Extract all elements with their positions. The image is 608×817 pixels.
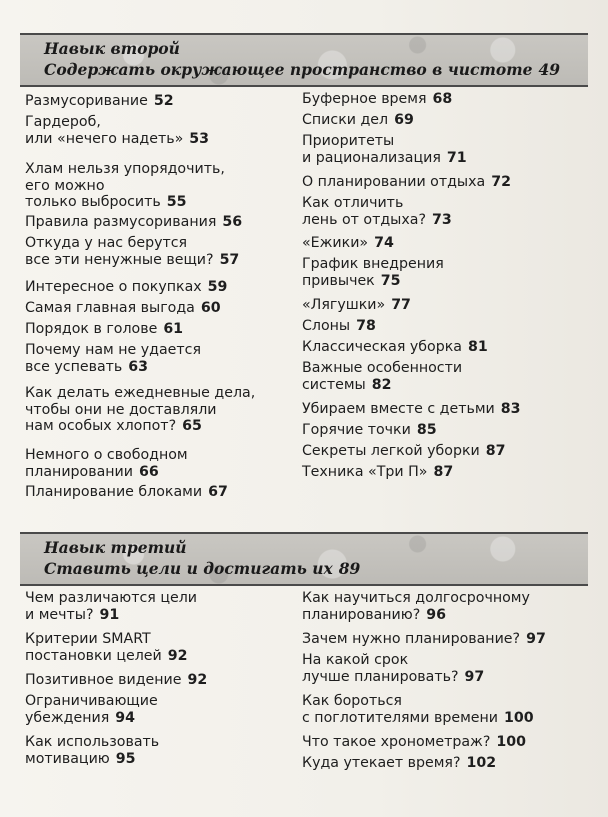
toc-entry-page-number: 55 xyxy=(166,194,187,210)
toc-entry xyxy=(25,161,225,211)
toc-entry-title: Гардероб, xyxy=(25,114,101,130)
toc-entry-page-number: 52 xyxy=(153,93,174,109)
toc-entry-line xyxy=(302,631,546,648)
toc-entry xyxy=(25,484,228,501)
toc-entry-line xyxy=(25,418,255,435)
toc-entry-title: системы xyxy=(302,376,366,393)
toc-entry-title: лень от отдыха? xyxy=(302,211,426,228)
toc-entry-title: Ограничивающие xyxy=(25,693,158,709)
section-subtitle-line xyxy=(44,60,560,79)
toc-entry-line xyxy=(302,133,467,150)
toc-entry xyxy=(302,422,437,439)
toc-entry xyxy=(25,672,207,689)
toc-entry xyxy=(25,321,183,338)
toc-entry xyxy=(25,300,221,317)
toc-entry-line xyxy=(302,669,484,686)
section-subtitle: Ставить цели и достигать их xyxy=(44,559,333,578)
toc-entry-line xyxy=(25,114,209,131)
toc-entry-line xyxy=(302,339,488,356)
toc-entry xyxy=(302,443,506,460)
toc-entry-title: «Лягушки» xyxy=(302,297,386,313)
toc-entry-page-number: 60 xyxy=(200,300,221,316)
toc-entry-title: планированию? xyxy=(302,606,421,623)
section-page-number: 49 xyxy=(538,60,561,79)
toc-entry xyxy=(302,133,467,166)
toc-entry-page-number: 96 xyxy=(426,606,446,623)
toc-entry-page-number: 56 xyxy=(222,214,243,230)
toc-entry-page-number: 83 xyxy=(500,401,521,417)
toc-entry xyxy=(25,447,188,480)
toc-entry-line xyxy=(25,178,225,195)
toc-entry-line xyxy=(302,755,496,772)
toc-entry-title: Куда утекает время? xyxy=(302,755,461,771)
toc-entry-page-number: 53 xyxy=(189,130,210,147)
toc-entry xyxy=(302,235,394,252)
toc-entry-line xyxy=(302,91,452,108)
toc-entry-page-number: 100 xyxy=(504,709,534,726)
toc-entry-line xyxy=(25,484,228,501)
toc-entry-page-number: 81 xyxy=(467,339,488,355)
toc-entry xyxy=(25,342,201,375)
toc-entry-line xyxy=(302,693,534,710)
toc-entry-title: и мечты? xyxy=(25,606,94,623)
toc-entry-title: Интересное о покупках xyxy=(25,279,202,295)
toc-entry-line xyxy=(302,464,453,481)
toc-entry-title: На какой срок xyxy=(302,652,409,668)
toc-entry xyxy=(302,195,452,228)
toc-entry-title: Как делать ежедневные дела, xyxy=(25,385,256,401)
toc-entry-line xyxy=(302,150,467,167)
toc-entry xyxy=(302,91,452,108)
toc-entry-page-number: 97 xyxy=(526,631,546,647)
toc-entry-line xyxy=(302,607,530,624)
toc-entry-title: Как научиться долгосрочному xyxy=(302,590,530,606)
toc-entry-title: Зачем нужно планирование? xyxy=(302,631,521,647)
toc-entry-line xyxy=(25,447,188,464)
toc-entry xyxy=(302,339,488,356)
toc-entry-title: «Ежики» xyxy=(302,235,369,251)
toc-entry xyxy=(302,112,414,129)
toc-entry-title: Убираем вместе с детьми xyxy=(302,401,495,417)
toc-entry xyxy=(25,93,174,110)
toc-entry xyxy=(302,693,534,726)
toc-entry-line xyxy=(25,194,225,211)
toc-entry-page-number: 57 xyxy=(219,251,240,268)
section-banner-skill-two xyxy=(20,33,588,87)
toc-entry-line xyxy=(302,318,376,335)
toc-entry-line xyxy=(25,252,239,269)
toc-entry-line xyxy=(302,590,530,607)
toc-entry xyxy=(302,297,411,314)
toc-entry-title: Правила размусоривания xyxy=(25,214,217,230)
toc-entry-title: Самая главная выгода xyxy=(25,300,195,316)
section-title: Навык второй xyxy=(44,39,180,58)
toc-entry xyxy=(25,590,197,623)
toc-entry-line xyxy=(25,321,183,338)
toc-entry xyxy=(302,590,530,623)
toc-entry-page-number: 66 xyxy=(139,463,159,480)
toc-entry-title: Почему нам не удается xyxy=(25,342,201,358)
toc-entry-title: и рационализация xyxy=(302,149,441,166)
toc-entry-title: его можно xyxy=(25,177,105,194)
toc-entry-title: Порядок в голове xyxy=(25,321,158,337)
toc-entry xyxy=(25,214,242,231)
toc-entry-line xyxy=(302,195,452,212)
section-subtitle-line xyxy=(44,559,360,578)
toc-entry-page-number: 97 xyxy=(464,668,485,685)
toc-entry xyxy=(302,256,444,289)
toc-entry-line xyxy=(25,402,255,419)
toc-entry-page-number: 65 xyxy=(182,418,202,434)
toc-entry-title: Как отличить xyxy=(302,195,404,211)
toc-entry-page-number: 77 xyxy=(391,297,411,313)
toc-entry-page-number: 78 xyxy=(356,318,376,334)
toc-entry-title: Позитивное видение xyxy=(25,672,182,688)
toc-entry xyxy=(25,279,227,296)
toc-entry-title: с поглотителями времени xyxy=(302,709,499,726)
toc-entry-title: Секреты легкой уборки xyxy=(302,443,480,459)
toc-entry-title: Важные особенности xyxy=(302,360,463,376)
toc-entry-line xyxy=(302,174,511,191)
toc-entry-line xyxy=(302,377,462,394)
section-title: Навык третий xyxy=(44,538,187,557)
toc-entry-line xyxy=(25,710,158,727)
toc-entry xyxy=(302,318,376,335)
toc-entry-page-number: 61 xyxy=(163,321,184,337)
toc-entry-line xyxy=(25,672,207,689)
toc-entry-line xyxy=(302,443,506,460)
toc-entry-line xyxy=(25,693,158,710)
toc-entry-page-number: 69 xyxy=(394,112,414,128)
toc-entry-line xyxy=(25,300,221,317)
toc-entry xyxy=(25,693,158,726)
toc-entry-line xyxy=(302,112,414,129)
toc-entry-title: лучше планировать? xyxy=(302,668,459,685)
toc-entry-line xyxy=(25,648,188,665)
toc-entry-line xyxy=(25,235,239,252)
toc-entry-line xyxy=(302,652,484,669)
toc-entry-title: Списки дел xyxy=(302,112,389,128)
toc-entry-title: Немного о свободном xyxy=(25,447,188,463)
toc-entry xyxy=(302,174,511,191)
toc-entry xyxy=(25,385,255,435)
toc-entry-line xyxy=(25,279,227,296)
toc-entry-title: Приоритеты xyxy=(302,133,395,149)
toc-entry xyxy=(25,114,209,147)
toc-entry-title: О планировании отдыха xyxy=(302,174,486,190)
toc-entry-page-number: 82 xyxy=(371,376,392,393)
toc-entry-title: только выбросить xyxy=(25,194,161,210)
toc-entry-title: постановки целей xyxy=(25,647,162,664)
toc-entry-page-number: 92 xyxy=(167,647,188,664)
toc-entry xyxy=(302,734,526,751)
toc-entry-title: Классическая уборка xyxy=(302,339,462,355)
toc-entry-line xyxy=(25,464,188,481)
toc-entry-line xyxy=(302,212,452,229)
toc-entry-title: или «нечего надеть» xyxy=(25,130,184,147)
toc-entry-line xyxy=(25,590,197,607)
toc-entry-line xyxy=(302,710,534,727)
toc-entry-page-number: 95 xyxy=(115,750,136,767)
toc-entry-line xyxy=(25,734,159,751)
section-subtitle: Содержать окружающее пространство в чистоте xyxy=(44,60,533,79)
toc-entry xyxy=(302,401,521,418)
toc-entry-page-number: 91 xyxy=(99,606,120,623)
toc-entry xyxy=(25,631,188,664)
toc-entry-title: все успевать xyxy=(25,358,123,375)
toc-entry-title: Критерии SMART xyxy=(25,631,151,647)
toc-entry-line xyxy=(25,607,197,624)
toc-entry-line xyxy=(25,161,225,178)
toc-entry-title: Откуда у нас берутся xyxy=(25,235,188,251)
toc-entry-page-number: 63 xyxy=(128,358,149,375)
toc-entry-title: все эти ненужные вещи? xyxy=(25,251,214,268)
toc-entry-title: Как использовать xyxy=(25,734,160,750)
toc-entry-page-number: 87 xyxy=(485,443,506,459)
toc-entry-page-number: 67 xyxy=(208,484,228,500)
toc-entry-title: Размусоривание xyxy=(25,93,148,109)
toc-entry-line xyxy=(302,734,526,751)
toc-entry-line xyxy=(302,256,444,273)
toc-entry-title: Техника «Три П» xyxy=(302,464,428,480)
toc-entry-title: привычек xyxy=(302,272,375,289)
toc-entry-page-number: 102 xyxy=(466,755,497,771)
toc-entry xyxy=(302,652,484,685)
toc-entry-line xyxy=(302,401,521,418)
toc-entry-page-number: 94 xyxy=(115,709,135,726)
toc-entry-line xyxy=(302,360,462,377)
toc-entry-page-number: 85 xyxy=(416,422,437,438)
toc-entry-line xyxy=(25,385,255,402)
toc-entry-title: Как бороться xyxy=(302,693,402,709)
toc-entry-title: планировании xyxy=(25,463,133,480)
toc-entry-page-number: 68 xyxy=(432,91,453,107)
toc-entry-title: убеждения xyxy=(25,709,110,726)
toc-entry-page-number: 100 xyxy=(496,734,526,750)
section-banner-skill-three xyxy=(20,532,588,586)
toc-entry-title: Хлам нельзя упорядочить, xyxy=(25,161,225,177)
toc-entry xyxy=(25,235,239,268)
toc-entry-title: Буферное время xyxy=(302,91,427,107)
toc-entry-line xyxy=(302,422,437,439)
toc-entry-page-number: 71 xyxy=(446,149,467,166)
toc-entry-title: Горячие точки xyxy=(302,422,411,438)
toc-entry-title: Слоны xyxy=(302,318,351,334)
toc-entry-line xyxy=(25,751,159,768)
toc-entry-title: График внедрения xyxy=(302,256,444,272)
toc-entry-title: Что такое хронометраж? xyxy=(302,734,491,750)
toc-entry-page-number: 59 xyxy=(207,279,228,295)
toc-entry-title: Чем различаются цели xyxy=(25,590,198,606)
toc-entry xyxy=(302,755,496,772)
toc-entry-page-number: 75 xyxy=(380,272,401,289)
toc-entry-title: нам особых хлопот? xyxy=(25,418,177,434)
toc-entry-line xyxy=(25,342,201,359)
toc-entry-line xyxy=(25,631,188,648)
toc-entry-line xyxy=(302,235,394,252)
toc-entry xyxy=(302,360,462,393)
toc-entry xyxy=(25,734,159,767)
toc-entry-page-number: 72 xyxy=(491,174,511,190)
toc-entry-page-number: 92 xyxy=(187,672,208,688)
toc-entry-line xyxy=(25,214,242,231)
toc-entry xyxy=(302,631,546,648)
toc-entry-line xyxy=(25,93,174,110)
toc-entry-line xyxy=(302,297,411,314)
toc-entry-title: мотивацию xyxy=(25,750,110,767)
toc-entry-line xyxy=(25,359,201,376)
toc-entry-page-number: 87 xyxy=(433,464,454,480)
toc-entry xyxy=(302,464,453,481)
toc-entry-line xyxy=(25,131,209,148)
toc-entry-line xyxy=(302,273,444,290)
section-page-number: 89 xyxy=(338,559,361,578)
toc-entry-page-number: 74 xyxy=(374,235,394,251)
toc-entry-title: Планирование блоками xyxy=(25,484,203,500)
toc-entry-title: чтобы они не доставляли xyxy=(25,401,217,418)
toc-entry-page-number: 73 xyxy=(431,211,452,228)
